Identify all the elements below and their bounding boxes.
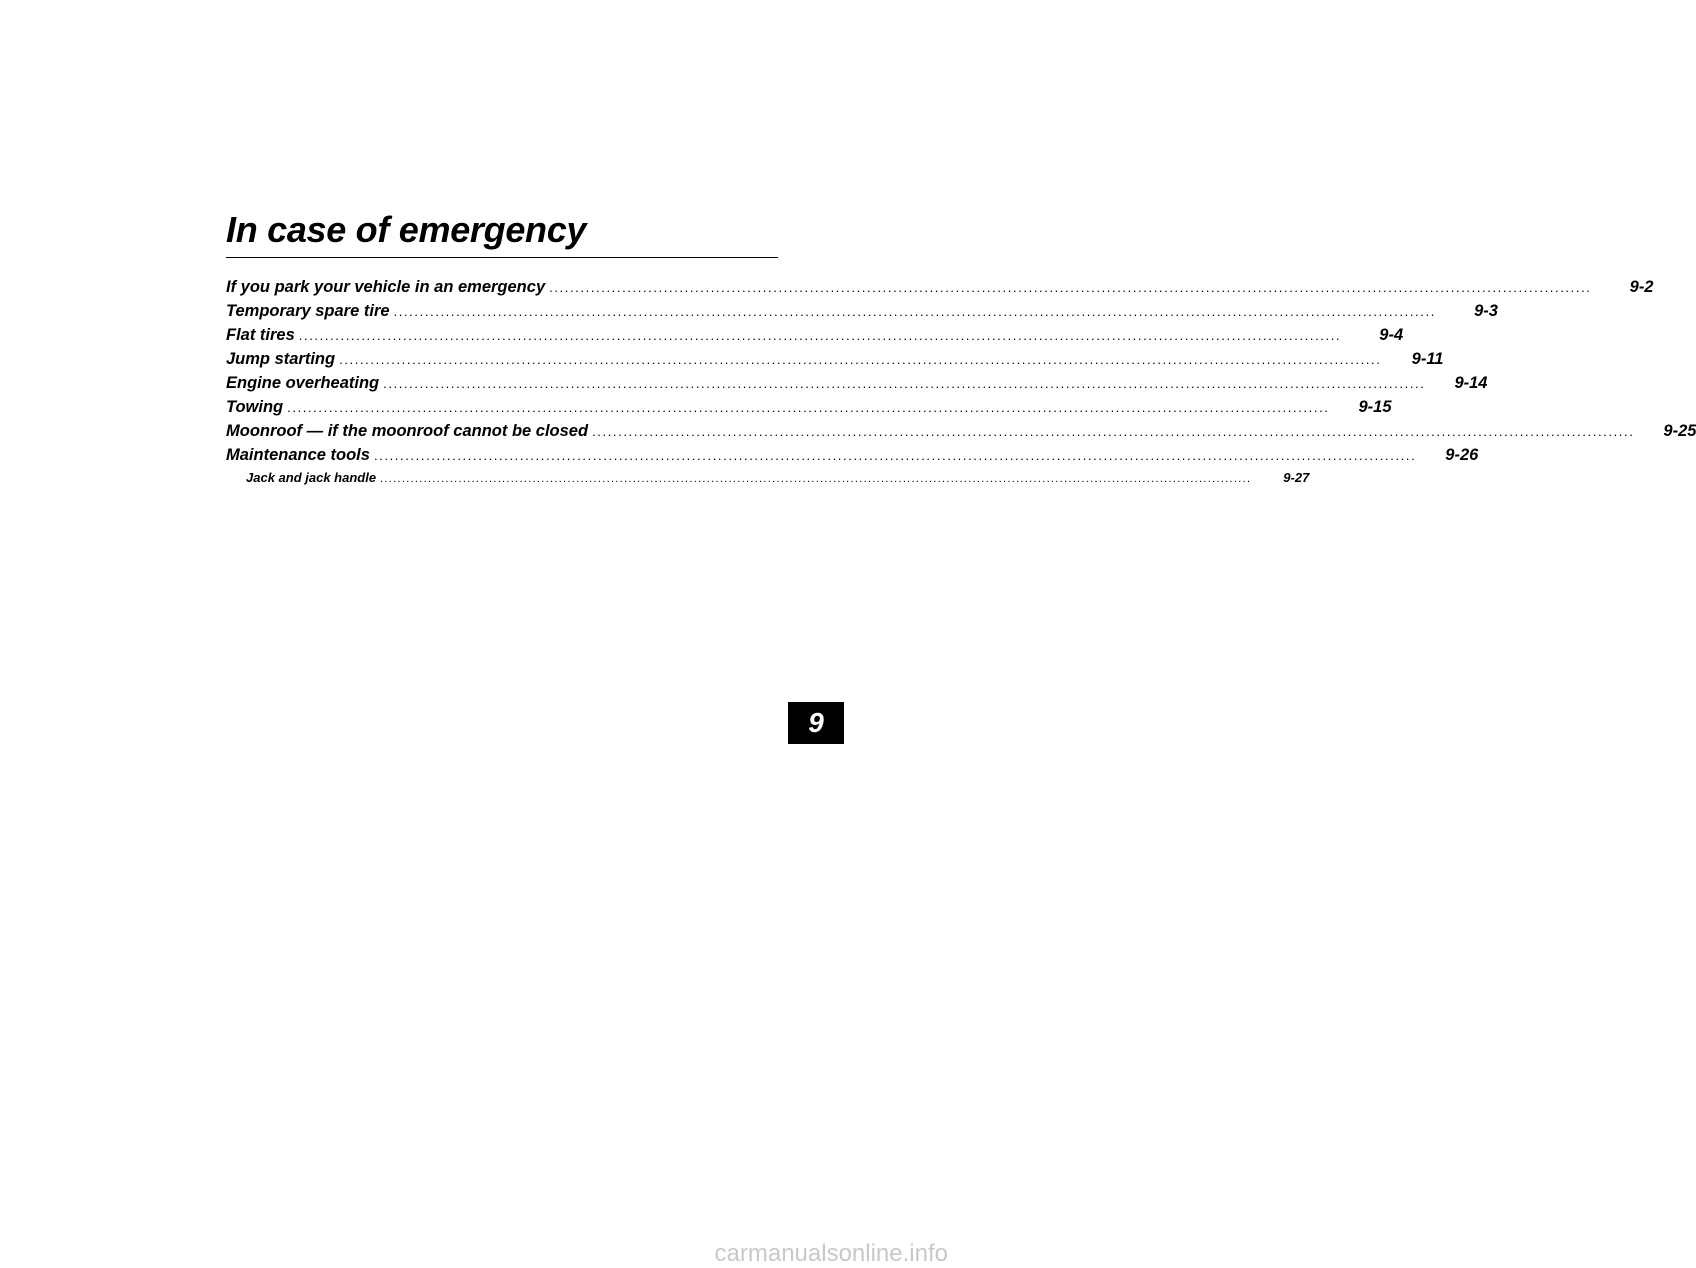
table-of-contents: [226, 278, 1696, 488]
toc-entry-label: Jump starting: [226, 350, 336, 368]
toc-entry-label: Jack and jack handle: [246, 470, 377, 485]
dot-leader: ........................................................................................................................................................................................................: [287, 400, 1330, 415]
toc-entry-label: Engine overheating: [226, 374, 380, 392]
toc-entry-label: Towing: [226, 398, 284, 416]
toc-subentry-jack-and-jack-handle[interactable]: [226, 470, 1310, 488]
toc-entry-park-emergency[interactable]: [226, 278, 1654, 302]
toc-entry-page: 9-3: [1474, 302, 1498, 320]
dot-leader: ........................................................................................................................................................................................................: [549, 280, 1592, 295]
toc-entry-maintenance-tools[interactable]: [226, 446, 1479, 470]
dot-leader: ........................................................................................................................................................................................................: [393, 304, 1436, 319]
toc-entry-temporary-spare-tire[interactable]: [226, 302, 1498, 326]
toc-entry-label: Flat tires: [226, 326, 295, 344]
toc-entry-page: 9-4: [1379, 326, 1404, 344]
toc-entry-flat-tires[interactable]: [226, 326, 1404, 350]
watermark: carmanualsonline.info: [714, 1240, 948, 1267]
toc-entry-page: 9-11: [1411, 350, 1444, 368]
toc-entry-page: 9-26: [1445, 446, 1479, 464]
toc-entry-page: 9-25: [1663, 422, 1696, 440]
toc-entry-page: 9-14: [1454, 374, 1488, 392]
title-divider: [226, 257, 778, 258]
dot-leader: ........................................................................................................................................................................................................: [298, 328, 1342, 343]
toc-entry-page: 9-2: [1629, 278, 1654, 296]
toc-entry-moonroof[interactable]: [226, 422, 1696, 446]
toc-entry-page: 9-27: [1283, 470, 1310, 485]
toc-entry-label: Maintenance tools: [226, 446, 370, 464]
toc-entry-label: If you park your vehicle in an emergency: [226, 278, 546, 296]
dot-leader: ........................................................................................................................................................................................................: [373, 448, 1417, 463]
toc-entry-page: 9-15: [1358, 398, 1392, 416]
toc-entry-label: Moonroof — if the moonroof cannot be closed: [226, 422, 589, 440]
toc-entry-engine-overheating[interactable]: [226, 374, 1488, 398]
chapter-number-tab: 9: [788, 702, 844, 744]
dot-leader: ........................................................................................................................................................................................................: [339, 352, 1382, 367]
chapter-title: In case of emergency: [226, 209, 587, 250]
toc-entry-label: Temporary spare tire: [226, 302, 390, 320]
dot-leader: ........................................................................................................................................................................................................: [592, 424, 1635, 439]
dot-leader: ........................................................................................................................................................................................................: [380, 473, 1252, 485]
toc-entry-jump-starting[interactable]: [226, 350, 1444, 374]
dot-leader: ........................................................................................................................................................................................................: [383, 376, 1426, 391]
toc-entry-towing[interactable]: [226, 398, 1392, 422]
